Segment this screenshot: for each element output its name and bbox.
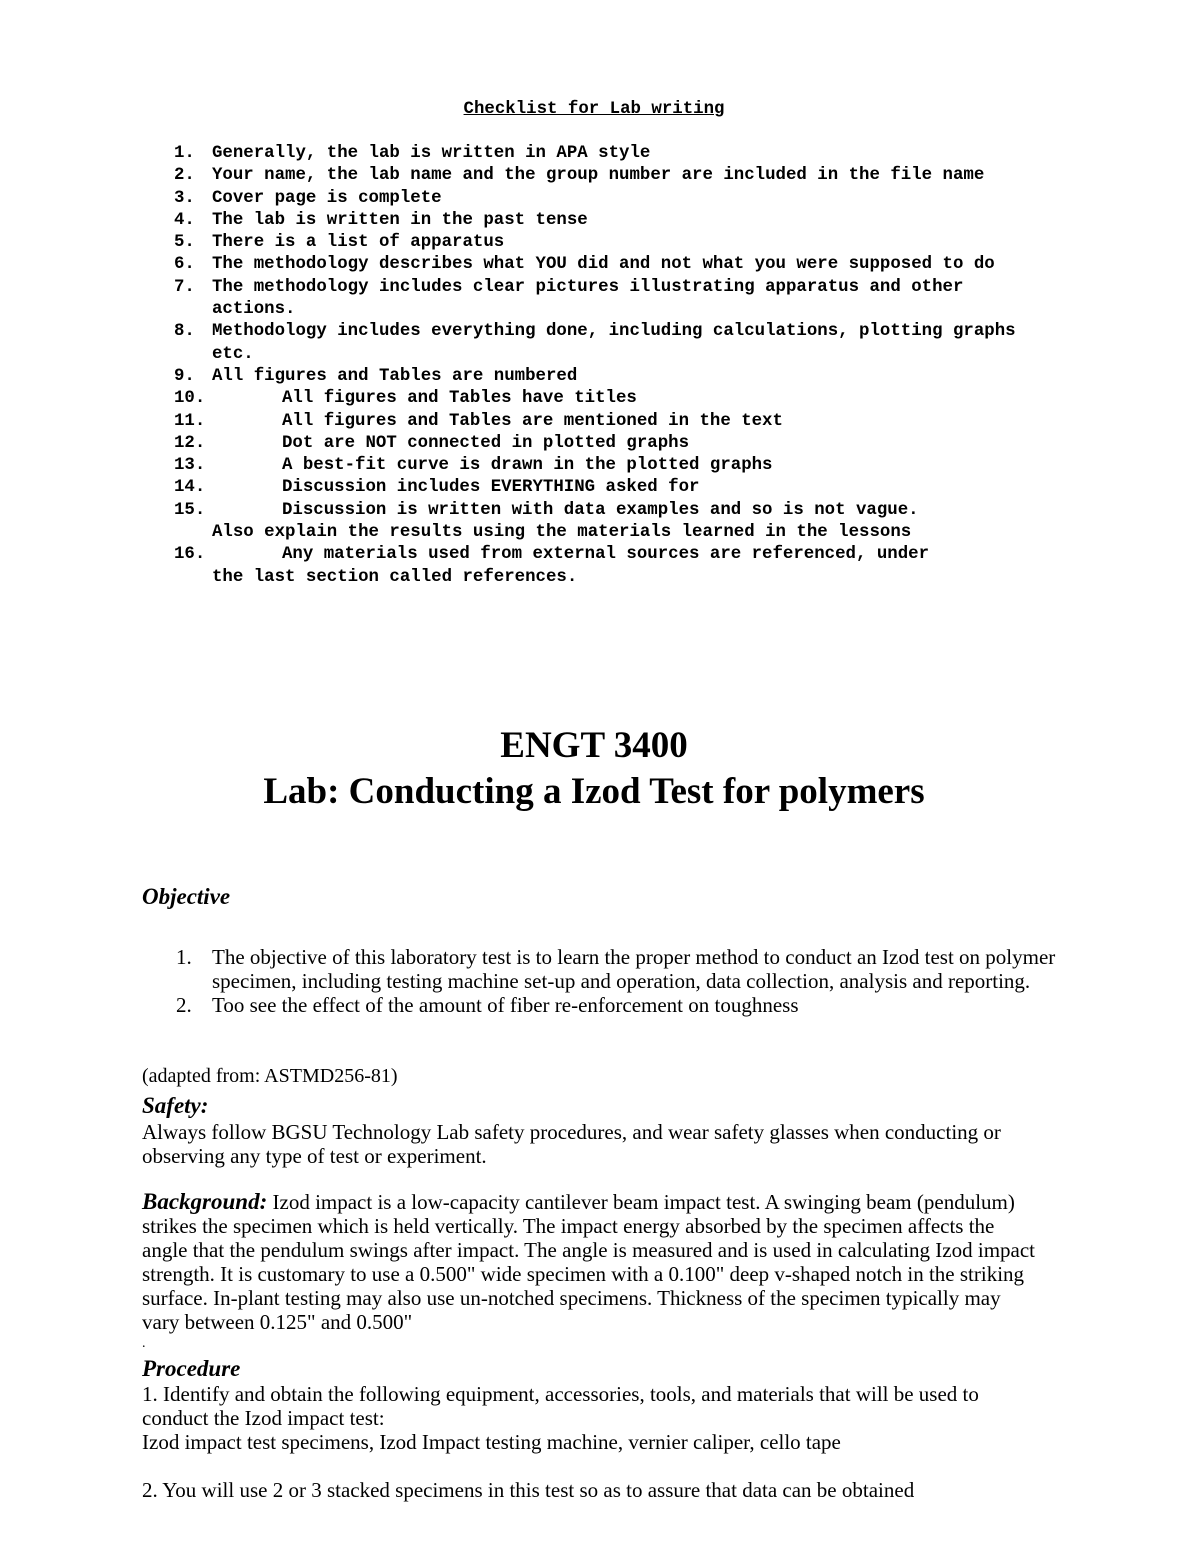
- checklist: [170, 143, 1050, 589]
- list-item: 3. Cover page is complete: [174, 188, 442, 208]
- list-item: 8. Methodology includes everything done, including calculations, plotting graphs etc.: [174, 322, 1016, 364]
- objective-list: [142, 945, 1062, 1017]
- equipment-list: Izod impact test specimens, Izod Impact testing machine, vernier caliper, cello tape: [142, 1430, 841, 1454]
- procedure-step-2: 2. You will use 2 or 3 stacked specimens in this test so as to assure that data can be obtained: [142, 1478, 915, 1502]
- objective-heading: Objective: [142, 884, 231, 909]
- list-item: 2. Too see the effect of the amount of fiber re-enforcement on toughness: [176, 993, 799, 1017]
- list-item: 7. The methodology includes clear pictures illustrating apparatus and other actions.: [174, 277, 964, 320]
- course-code: ENGT 3400: [500, 725, 688, 766]
- list-item: 14. Discussion includes EVERYTHING asked for: [174, 478, 700, 498]
- list-item: 15. Discussion is written with data examples and so is not vague. Also explain the results using the materials learned in the lessons: [174, 500, 919, 543]
- lab-title: Lab: Conducting a Izod Test for polymers: [263, 771, 925, 812]
- list-item: 13. A best-fit curve is drawn in the plotted graphs: [174, 456, 773, 476]
- list-item: 10. All figures and Tables have titles: [174, 389, 637, 409]
- background-text: Izod impact is a low-capacity cantilever beam impact test. A swinging beam (pendulum) strikes the specimen which is held vertically. The impact energy absorbed by the specimen affects the angle that the pendulum swings after impact. The angle is measured and is used in calculating Izod impact strength. It is customary to use a 0.500" wide specimen with a 0.100" deep v-shaped notch in the striking surface. In-plant testing may also use un-notched specimens. Thickness of the specimen typically may vary between 0.125" and 0.500": [142, 1190, 1036, 1334]
- background-paragraph: [142, 1190, 1042, 1334]
- list-item: 11. All figures and Tables are mentioned in the text: [174, 411, 783, 431]
- checklist-title: Checklist for Lab writing: [463, 100, 725, 119]
- safety-text: Always follow BGSU Technology Lab safety procedures, and wear safety glasses when conducting or observing any type of test or experiment.: [142, 1120, 1001, 1168]
- list-item: 1. Generally, the lab is written in APA style: [174, 144, 651, 163]
- procedure-step-1: 1. Identify and obtain the following equipment, accessories, tools, and materials that will be used to conduct the Izod impact test:: [142, 1382, 979, 1430]
- list-item: 12. Dot are NOT connected in plotted graphs: [174, 433, 690, 453]
- list-item: 16. Any materials used from external sources are referenced, under the last section called references.: [174, 545, 930, 587]
- list-item: 9. All figures and Tables are numbered: [174, 366, 578, 386]
- list-item: 2. Your name, the lab name and the group number are included in the file name: [174, 166, 985, 186]
- list-item: 1. The objective of this laboratory test is to learn the proper method to conduct an Izod test on polymer specimen, including testing machine set-up and operation, data collection, analysis and reporting.: [176, 945, 1056, 993]
- list-item: 4. The lab is written in the past tense: [174, 210, 588, 230]
- stray-dot: .: [142, 1336, 146, 1351]
- background-heading: Background:: [142, 1189, 268, 1214]
- safety-heading: Safety:: [142, 1093, 209, 1118]
- procedure-heading: Procedure: [142, 1356, 241, 1381]
- list-item: 6. The methodology describes what YOU did and not what you were supposed to do: [174, 255, 995, 275]
- adapted-note: (adapted from: ASTMD256-81): [142, 1065, 398, 1087]
- list-item: 5. There is a list of apparatus: [174, 233, 505, 253]
